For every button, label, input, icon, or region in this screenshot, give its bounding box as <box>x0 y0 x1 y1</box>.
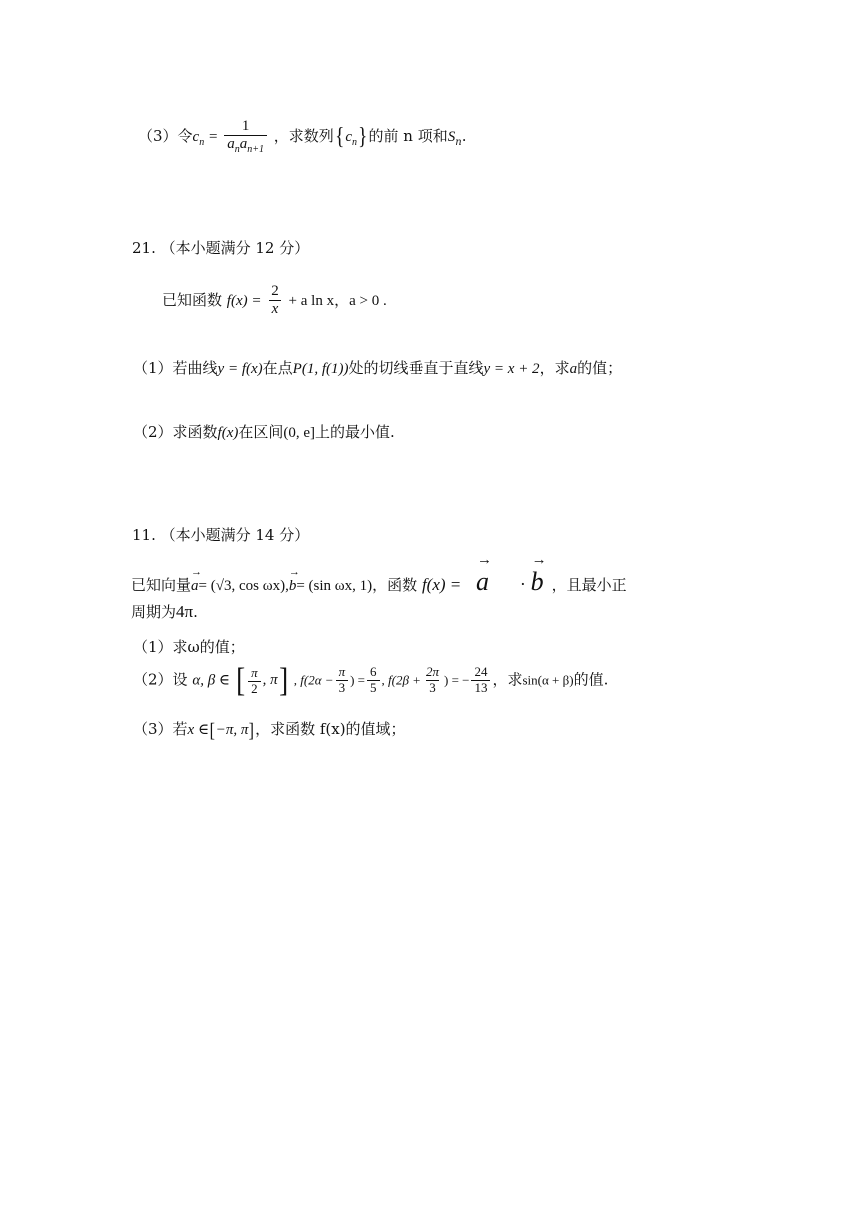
question-11-period <box>131 601 198 622</box>
text-segment: ，函数 <box>372 576 418 594</box>
left-bracket: [ <box>209 719 216 742</box>
denominator: 2 <box>248 681 261 697</box>
fraction-1-over-an-an1 <box>224 118 267 156</box>
question-11-sub-2 <box>133 664 608 698</box>
subscript-n: n <box>199 136 205 148</box>
text-segment: 的值. <box>573 670 609 689</box>
denominator: 3 <box>426 680 439 696</box>
text-segment: ) = <box>350 672 366 688</box>
numerator: 24 <box>474 664 488 679</box>
c-letter: c <box>345 128 352 145</box>
denominator: 3 <box>336 680 349 696</box>
math-fx: f(x) <box>217 425 239 441</box>
math-period: 4π <box>176 602 194 621</box>
function-fx: f(x) = <box>421 575 462 594</box>
text-segment: ，求 <box>492 670 523 689</box>
text-segment: ，求函数 f(x)的值域； <box>255 720 406 738</box>
text-segment: 在点 <box>262 359 293 377</box>
numerator: π <box>338 664 346 679</box>
text-segment: , π <box>262 672 278 689</box>
text-segment: 已知函数 <box>162 290 223 309</box>
text-segment: ，求 <box>539 359 570 377</box>
sub-question-label: （2）设 <box>133 670 188 689</box>
a-letter: a <box>227 136 235 153</box>
math-x-in: x ∈ <box>187 722 210 738</box>
text-segment: ，且最小正 <box>551 576 627 594</box>
fraction-pi-over-3 <box>336 665 349 696</box>
question-11-sub-3 <box>133 718 406 741</box>
a-letter: a <box>239 136 248 153</box>
function-fx: f(x) = <box>226 292 262 309</box>
math-a: a <box>569 361 578 377</box>
fraction-pi-over-2 <box>248 666 261 697</box>
question-11-header: 11. （本小题满分 14 分） <box>132 526 310 544</box>
sub-question-label: （3）若 <box>133 720 188 738</box>
subscript-n-plus-1: n+1 <box>247 144 264 156</box>
text-segment: ) = − <box>443 672 470 688</box>
left-bracket: [ <box>235 662 246 699</box>
text-segment: 的前 n 项和 <box>368 126 448 145</box>
text-segment: ，求数列 <box>273 126 334 145</box>
denominator: 5 <box>367 680 380 696</box>
right-bracket: ] <box>249 719 255 742</box>
question-21-sub-1 <box>133 357 622 378</box>
sub-question-label: （2）求函数 <box>133 423 218 441</box>
numerator: 1 <box>241 118 250 134</box>
numerator: 2π <box>425 664 439 679</box>
f-2alpha: , f(2α − <box>293 672 334 688</box>
text-segment: 处的切线垂直于直线 <box>348 359 484 377</box>
s-letter: S <box>447 128 456 145</box>
numerator: 2 <box>271 283 279 299</box>
text-segment: 周期为 <box>131 603 177 621</box>
right-bracket: ] <box>278 662 288 699</box>
fraction-2pi-over-3 <box>423 665 442 696</box>
question-21-sub-2 <box>133 421 395 442</box>
interval-pi-half-pi <box>235 662 289 699</box>
sub-question-label: （1）若曲线 <box>133 359 218 377</box>
math-point: P(1, f(1)) <box>292 361 349 377</box>
question-11-sub-1: （1）求ω的值； <box>133 638 245 656</box>
c-n-symbol <box>192 128 205 148</box>
math-interval: (0, e] <box>283 425 316 441</box>
math-line: y = x + 2 <box>483 361 540 377</box>
dot-operator: · <box>519 574 526 594</box>
sub-question-3-cn <box>138 118 466 156</box>
period: . <box>193 603 198 621</box>
math-curve: y = f(x) <box>217 361 263 377</box>
text-segment: −π, π <box>215 722 249 738</box>
denominator: 13 <box>471 680 490 696</box>
numerator: π <box>251 664 258 680</box>
question-21-header: 21. （本小题满分 12 分） <box>132 239 310 257</box>
interval-neg-pi-pi <box>209 719 255 742</box>
f-2beta: , f(2β + <box>381 672 421 688</box>
denominator <box>224 135 267 156</box>
left-brace: { <box>334 124 345 151</box>
vector-a: a → <box>191 578 199 595</box>
subscript-n: n <box>234 144 240 156</box>
subscript-n: n <box>455 136 462 148</box>
text-segment: 在区间 <box>238 423 284 441</box>
math-sin: sin(α + β) <box>522 672 574 688</box>
text-segment: 上的最小值. <box>315 423 395 441</box>
fraction-2-over-x <box>268 283 282 319</box>
vector-b: b → <box>289 578 297 595</box>
vector-a-value: = (√3, cos ωx), <box>198 578 289 594</box>
text-segment: 的值； <box>577 359 623 377</box>
big-vector-b: b → <box>531 567 544 597</box>
text-segment: 已知向量 <box>131 576 192 594</box>
sub-question-label: （3）令 <box>138 126 193 145</box>
math-alpha-beta: α, β ∈ <box>192 672 231 689</box>
question-11-given <box>131 567 627 597</box>
denominator: x <box>269 300 282 318</box>
equals-sign: = <box>209 128 218 145</box>
right-brace: } <box>358 124 368 151</box>
c-letter: c <box>192 128 200 145</box>
vector-b-value: = (sin ωx, 1) <box>296 578 373 594</box>
period: . <box>461 126 467 145</box>
numerator: 6 <box>370 664 377 679</box>
function-tail: + a ln x，a > 0 . <box>288 292 387 309</box>
sequence-cn <box>334 124 369 151</box>
subscript-n: n <box>352 136 357 148</box>
fraction-6-over-5 <box>367 665 380 696</box>
big-vector-a: a → <box>476 567 489 597</box>
fraction-24-over-13 <box>471 665 490 696</box>
question-21-given <box>162 283 387 319</box>
